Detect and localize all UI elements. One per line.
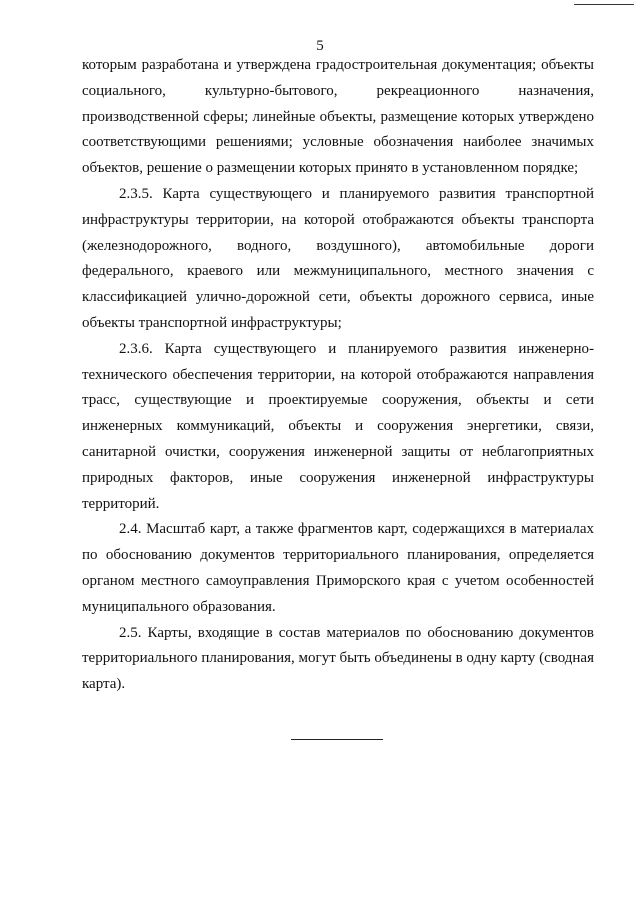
paragraph-2-3-5: 2.3.5. Карта существующего и планируемого развития транспортной инфраструктуры территории, на которой отображаются объекты транспорта (железнодорожного, водного, воздушного), автомобильные дороги федерального, краевого или межмуниципального, местного значения с классификацией улично-дорожной сети, объекты дорожного сервиса, иные объекты транспортной инфраструктуры; — [82, 185, 594, 331]
end-of-document-rule — [291, 739, 383, 740]
document-body — [82, 53, 594, 698]
page-number: 5 — [316, 38, 324, 54]
paragraph-continuation: которым разработана и утверждена градостроительная документация; объекты социального, культурно-бытового, рекреационного назначения, производственной сферы; линейные объекты, размещение которых утверждено соответствующими решениями; условные обозначения наиболее значимых объектов, решение о размещении которых принято в установленном порядке; — [82, 57, 594, 177]
paragraph-2-5: 2.5. Карты, входящие в состав материалов по обоснованию документов территориального планирования, могут быть объединены в одну карту (сводная карта). — [82, 624, 594, 693]
scan-artifact-line — [574, 4, 634, 5]
paragraph-2-3-6: 2.3.6. Карта существующего и планируемого развития инженерно-технического обеспечения территории, на которой отображаются направления трасс, существующие и проектируемые сооружения, объекты и сети инженерных коммуникаций, объекты и сооружения энергетики, связи, санитарной очистки, сооружения инженерной защиты от неблагоприятных природных факторов, иные сооружения инженерной инфраструктуры территорий. — [82, 340, 594, 512]
paragraph-2-4: 2.4. Масштаб карт, а также фрагментов карт, содержащихся в материалах по обоснованию документов территориального планирования, определяется органом местного самоуправления Приморского края с учетом особенностей муниципального образования. — [82, 521, 594, 615]
